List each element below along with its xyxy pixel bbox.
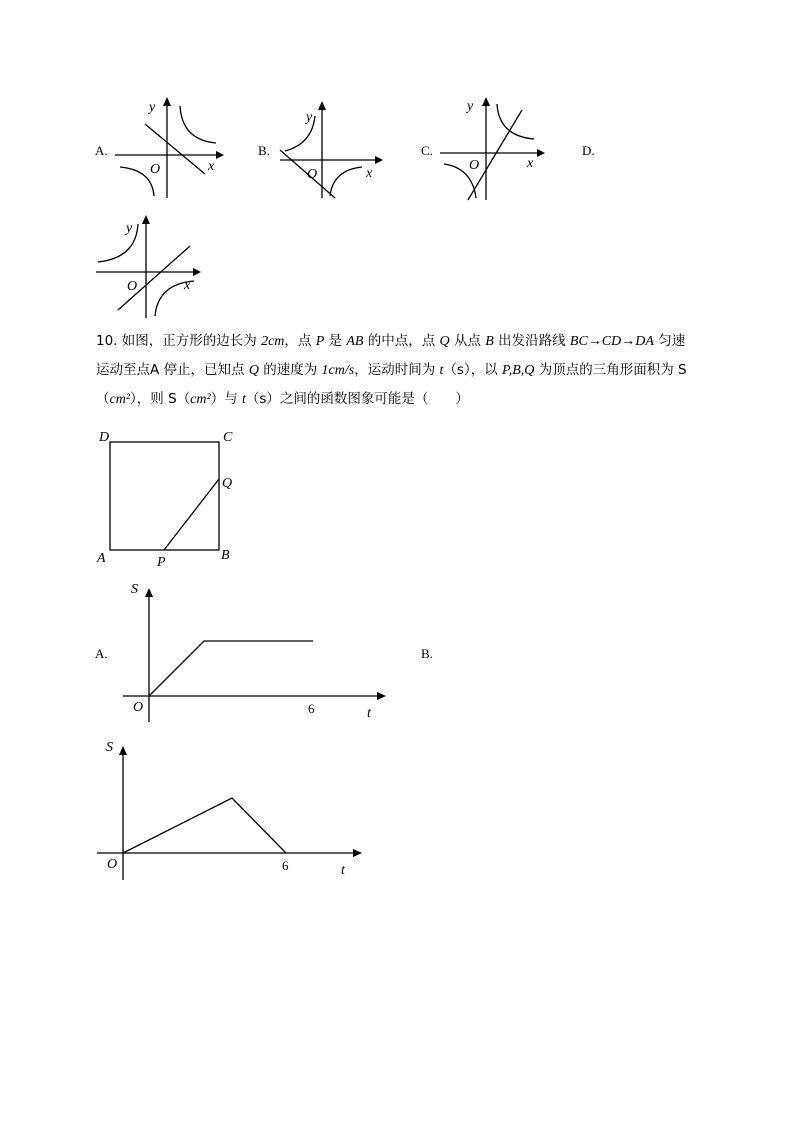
text: ），则 S（	[130, 391, 191, 407]
s-axis-label: S	[106, 740, 113, 755]
text: 匀速	[653, 333, 686, 349]
vertex-b-label: B	[221, 548, 230, 563]
text: 出发沿路线	[493, 333, 570, 349]
route: BC→CD→DA	[569, 334, 654, 349]
s-arrow-icon	[119, 746, 127, 755]
option-b-label[interactable]: B.	[258, 143, 270, 158]
text: （s），以	[443, 362, 502, 378]
time-var: t	[241, 392, 246, 407]
vertex-d-label: D	[99, 430, 110, 445]
point-b: B	[485, 334, 494, 349]
vertices: P,B,Q	[501, 363, 535, 378]
tick-6-label: 6	[282, 858, 289, 873]
y-axis-label: y	[467, 99, 474, 114]
point-p: P	[315, 334, 325, 349]
text: 的中点，点	[363, 333, 440, 349]
point-q-label: Q	[222, 476, 233, 491]
text: ，运动时间为	[354, 362, 440, 378]
text: 的速度为	[258, 362, 322, 378]
t-axis-label: t	[367, 706, 371, 721]
option-c-label[interactable]: C.	[421, 143, 433, 158]
graph-c-polyline	[123, 798, 286, 853]
x-axis-label: x	[527, 156, 534, 171]
speed: 1cm/s	[321, 363, 355, 378]
point-q: Q	[439, 334, 450, 349]
text: 从点	[449, 333, 486, 349]
x-axis-label: x	[208, 159, 215, 174]
text: 为顶点的三角形面积为 S	[534, 362, 687, 378]
origin-label: O	[133, 700, 144, 715]
area-unit: cm²	[190, 392, 211, 407]
s-axis-label: S	[131, 582, 138, 597]
option-a-label[interactable]: A.	[95, 143, 108, 158]
text: ，点	[284, 333, 316, 349]
text: ）与	[210, 391, 242, 407]
text: 是	[324, 333, 347, 349]
side-length: 2cm	[261, 334, 285, 349]
vertex-c-label: C	[223, 430, 233, 445]
graph-a-option-label[interactable]: A.	[95, 646, 108, 661]
text: （	[96, 391, 110, 407]
graph-b-option-label[interactable]: B.	[421, 646, 433, 661]
point-q: Q	[248, 363, 259, 378]
y-axis-label: y	[149, 100, 156, 115]
t-arrow-icon	[353, 849, 362, 857]
vertex-a-label: A	[97, 551, 106, 566]
y-axis-label: y	[306, 110, 313, 125]
x-axis-label: x	[184, 278, 191, 293]
t-axis-label: t	[341, 863, 345, 878]
text: 10. 如图，正方形的边长为	[96, 333, 262, 349]
x-axis-label: x	[366, 166, 373, 181]
time-var: t	[439, 363, 444, 378]
origin-label: O	[150, 162, 161, 177]
origin-label: O	[107, 857, 118, 872]
origin-label: O	[469, 158, 480, 173]
option-d-label[interactable]: D.	[582, 143, 595, 158]
point-p-label: P	[157, 555, 166, 570]
origin-label: O	[127, 279, 138, 294]
area-unit: cm²	[109, 392, 131, 407]
tick-6-label: 6	[308, 701, 315, 716]
y-axis-label: y	[126, 221, 133, 236]
text: 运动至点A 停止，已知点	[96, 362, 249, 378]
segment-ab: AB	[346, 334, 364, 349]
text: （s）之间的函数图象可能是（ ）	[245, 391, 469, 407]
origin-label: O	[307, 167, 318, 182]
